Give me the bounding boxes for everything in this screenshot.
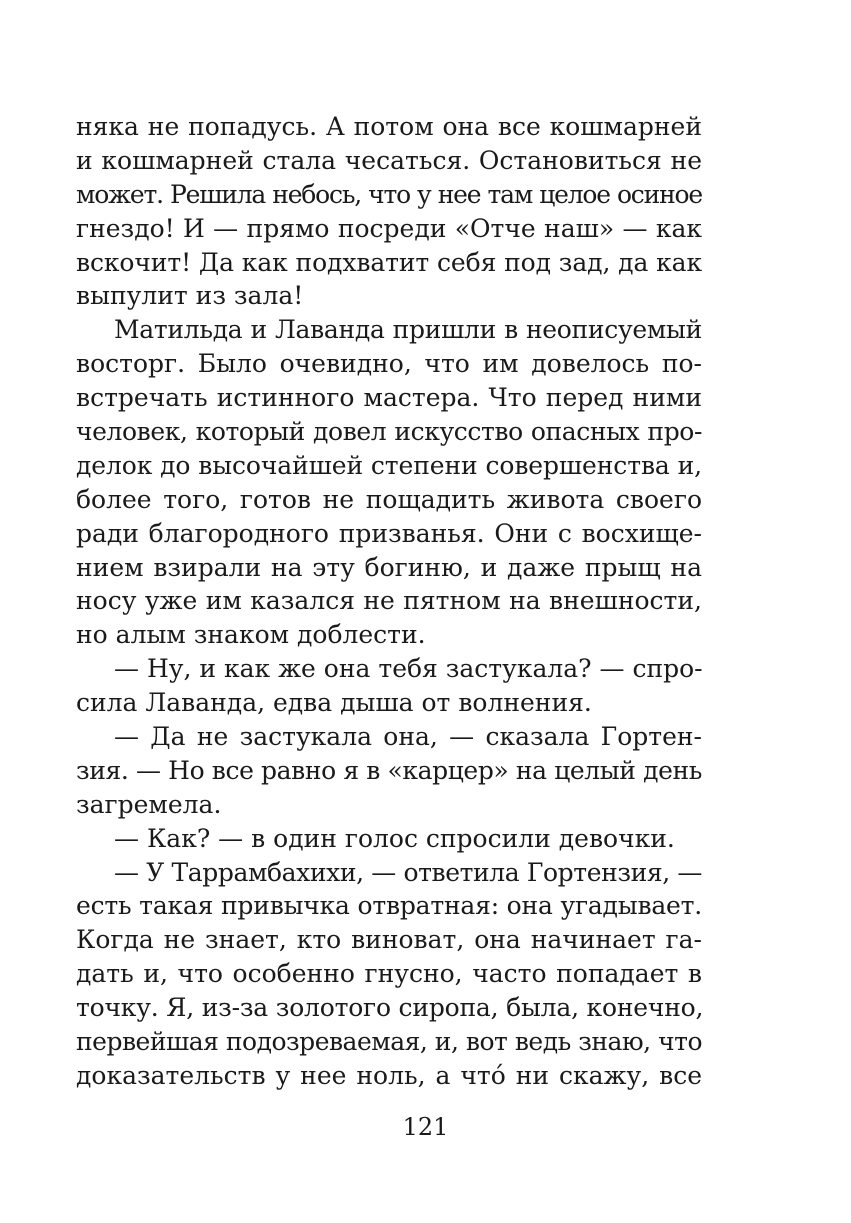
text-line: восторг. Было очевидно, что им довелось по- — [76, 349, 702, 379]
text-line: человек, который довел искусство опасных про- — [76, 417, 702, 447]
text-line: делок до высочайшей степени совершенства и, — [76, 450, 702, 480]
text-line: выпулит из зала! — [76, 281, 304, 311]
text-line: — У Таррамбахихи, — ответила Гортензия, — — [114, 857, 702, 887]
text-line: есть такая привычка отвратная: она угадывает. — [76, 891, 702, 921]
text-line: но алым знаком доблести. — [76, 620, 426, 650]
text-line: — Как? — в один голос спросили девочки. — [114, 823, 675, 853]
text-line: вскочит! Да как подхватит себя под зад, да как — [76, 247, 702, 277]
text-line: более того, готов не пощадить живота своего — [76, 484, 702, 514]
text-line: гнездо! И — прямо посреди «Отче наш» — как — [76, 213, 702, 243]
text-line: Матильда и Лаванда пришли в неописуемый — [114, 315, 702, 345]
body-text — [76, 110, 702, 1093]
text-line: няка не попадусь. А потом она все кошмарней — [76, 112, 702, 141]
text-line: — Ну, и как же она тебя застукала? — спро- — [114, 654, 703, 684]
text-line: первейшая подозреваемая, и, вот ведь знаю, что — [76, 1027, 702, 1057]
text-line: может. Решила небось, что у нее там целое осиное — [76, 179, 702, 209]
text-line: зия. — Но все равно я в «карцер» на целый день — [76, 755, 702, 785]
text-line: точку. Я, из-за золотого сиропа, была, конечно, — [76, 993, 704, 1023]
text-line: — Да не застукала она, — сказала Гортен- — [114, 722, 702, 752]
text-line: встречать истинного мастера. Что перед ними — [76, 383, 702, 413]
text-line: ради благородного призванья. Они с восхище- — [76, 518, 702, 548]
text-line: сила Лаванда, едва дыша от волнения. — [76, 688, 592, 718]
text-line: дать и, что особенно гнусно, часто попадает в — [76, 959, 702, 989]
text-line: Когда не знает, кто виноват, она начинает га- — [76, 925, 702, 955]
page-number: 121 — [402, 1113, 449, 1141]
text-line: и кошмарней стала чесаться. Остановиться не — [76, 145, 702, 175]
text-line: носу уже им казался не пятном на внешности, — [76, 586, 702, 616]
text-line: загремела. — [76, 789, 222, 819]
text-line: доказательств у нее ноль, а что́ ни скажу, все — [76, 1060, 702, 1090]
text-line: нием взирали на эту богиню, и даже прыщ на — [76, 552, 702, 582]
